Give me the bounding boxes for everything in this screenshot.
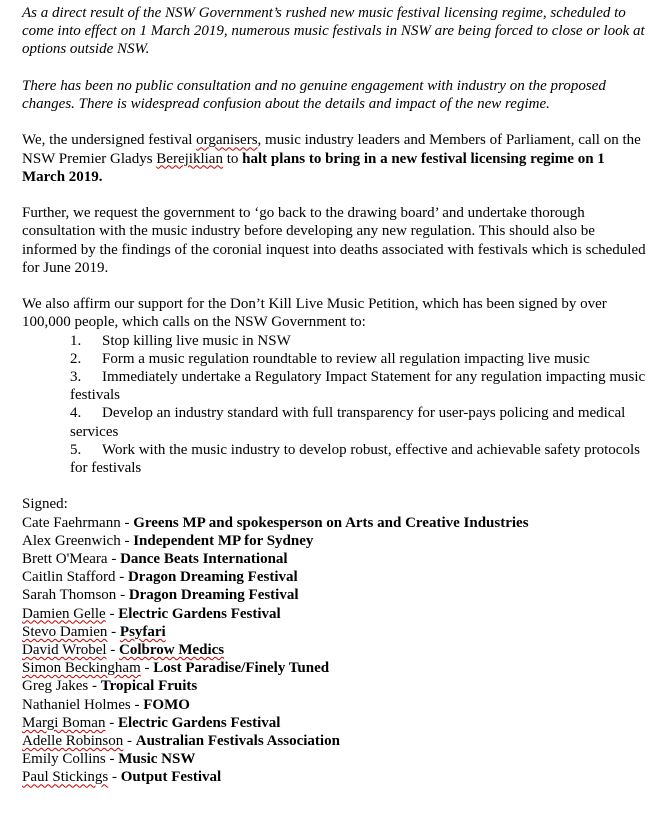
- signatory-name: Stevo Damien: [22, 623, 108, 640]
- signatory-name: Alex Greenwich: [22, 532, 121, 549]
- list-item-number: 5.: [70, 441, 82, 458]
- signatory-separator: -: [108, 769, 121, 786]
- signatory-organisation: Tropical Fruits: [100, 678, 198, 695]
- signatory-organisation: Greens MP and spokesperson on Arts and Creative Industries: [133, 514, 529, 531]
- signatory-name: Cate Faehrmann: [22, 514, 121, 531]
- signatory-row: [22, 550, 648, 568]
- list-item-number: 3.: [70, 369, 82, 385]
- signatory-separator: -: [115, 569, 128, 586]
- signatory-row: [22, 586, 648, 604]
- list-item: [70, 332, 648, 350]
- spellcheck-word-berejiklian[interactable]: Berejiklian: [156, 150, 223, 167]
- spellcheck-word-organisers[interactable]: organisers: [196, 132, 258, 149]
- list-item-text: Immediately undertake a Regulatory Impact Statement for any regulation impacting music festivals: [70, 369, 646, 404]
- signatory-name: Emily Collins: [22, 751, 106, 768]
- list-item-number: 2.: [70, 350, 82, 367]
- signatory-name: Paul Stickings: [22, 769, 109, 786]
- signatory-separator: -: [107, 623, 120, 640]
- signatory-separator: -: [105, 605, 119, 622]
- signatory-separator: -: [88, 678, 101, 695]
- signatory-row: [22, 532, 648, 550]
- list-item-text: Form a music regulation roundtable to review all regulation impacting live music: [102, 350, 590, 367]
- signatory-separator: -: [107, 551, 121, 568]
- signatory-row: [22, 732, 648, 750]
- signatory-organisation: FOMO: [143, 696, 190, 713]
- list-item: [70, 350, 648, 368]
- signatory-separator: -: [120, 514, 134, 531]
- signatory-separator: -: [123, 733, 136, 750]
- signatory-name: Greg Jakes: [22, 678, 89, 695]
- signatory-organisation: Dance Beats International: [120, 551, 288, 568]
- signatory-row: [22, 568, 648, 586]
- call-text-pre: We, the undersigned festival: [22, 132, 197, 149]
- signatory-organisation: Output Festival: [120, 769, 222, 786]
- signatory-separator: -: [120, 532, 134, 549]
- list-item-text: Work with the music industry to develop robust, effective and achievable safety protocols for festivals: [70, 441, 640, 477]
- signatory-separator: -: [105, 714, 118, 731]
- signed-label: Signed:: [22, 496, 68, 513]
- signatory-row: [22, 750, 648, 768]
- list-item-text: Develop an industry standard with full transparency for user-pays policing and medical services: [70, 405, 626, 440]
- signatory-name: Sarah Thomson: [22, 587, 117, 604]
- signatory-organisation: Psyfari: [119, 623, 166, 640]
- signatory-name: Damien Gelle: [22, 605, 106, 622]
- signatory-row: [22, 696, 648, 714]
- intro-paragraph-1: As a direct result of the NSW Government’s rushed new music festival licensing regime, scheduled to come into effect on 1 March 2019, numerous music festivals in NSW are being forced to close or look at options outside NSW.: [22, 5, 645, 58]
- affirm-paragraph: We also affirm our support for the Don’t Kill Live Music Petition, which has been signed by over 100,000 people, which calls on the NSW Government to:: [22, 296, 607, 331]
- signatory-row: [22, 714, 648, 732]
- signatory-row: [22, 641, 648, 659]
- signatory-name: Margi Boman: [22, 714, 106, 731]
- list-item-text: Stop killing live music in NSW: [102, 332, 291, 349]
- signatory-name: Caitlin Stafford: [22, 569, 116, 586]
- call-demand-bold: halt plans to bring in a new festival licensing regime on 1 March 2019.: [22, 150, 605, 185]
- signatory-organisation: Australian Festivals Association: [135, 733, 340, 750]
- list-item-number: 4.: [70, 405, 82, 422]
- call-paragraph: [22, 131, 648, 186]
- signatory-separator: -: [106, 642, 120, 659]
- signatory-row: [22, 659, 648, 677]
- signatories-list: [22, 514, 648, 787]
- signatory-organisation: Lost Paradise/Finely Tuned: [153, 660, 330, 677]
- signatory-organisation: Independent MP for Sydney: [133, 532, 314, 549]
- signatory-separator: -: [130, 696, 144, 713]
- signatory-separator: -: [140, 660, 154, 677]
- signatory-organisation: Music NSW: [118, 751, 196, 768]
- signatory-name: David Wrobel: [22, 642, 107, 659]
- signatory-name: Nathaniel Holmes: [22, 696, 131, 713]
- signatory-separator: -: [116, 587, 129, 604]
- signatory-row: [22, 623, 648, 641]
- call-text-mid-2: to: [222, 150, 243, 167]
- signatory-organisation: Dragon Dreaming Festival: [128, 587, 299, 604]
- list-item: [70, 404, 648, 440]
- call-text-mid-1: , music industry leaders and Members of Parliament, call on the NSW Premier Gladys: [22, 132, 641, 167]
- intro-paragraph-2: There has been no public consultation and no genuine engagement with industry on the proposed changes. There is widespread confusion about the details and impact of the new regime.: [22, 77, 606, 112]
- signatory-name: Brett O'Meara: [22, 551, 108, 568]
- signatory-row: [22, 514, 648, 532]
- list-item-number: 1.: [70, 332, 82, 349]
- list-item: [70, 441, 648, 477]
- signatory-organisation: Electric Gardens Festival: [117, 714, 281, 731]
- affirm-section: [22, 295, 648, 477]
- signatory-organisation: Dragon Dreaming Festival: [127, 569, 298, 586]
- signatory-separator: -: [105, 751, 119, 768]
- document-page: [22, 4, 648, 787]
- signatory-row: [22, 768, 648, 786]
- list-item: [70, 368, 648, 404]
- signatory-row: [22, 605, 648, 623]
- signatory-name: Simon Beckingham: [22, 660, 141, 677]
- signatory-row: [22, 677, 648, 695]
- petition-demands-list: [22, 332, 648, 478]
- signatory-name: Adelle Robinson: [22, 733, 124, 750]
- further-paragraph: Further, we request the government to ‘go back to the drawing board’ and undertake thorough consultation with the music industry before developing any new regulation. This should also be informed by the findings of the coronial inquest into deaths associated with festivals which is scheduled for June 2019.: [22, 205, 646, 276]
- signatory-organisation: Colbrow Medics: [119, 642, 225, 659]
- signatory-organisation: Electric Gardens Festival: [118, 605, 281, 622]
